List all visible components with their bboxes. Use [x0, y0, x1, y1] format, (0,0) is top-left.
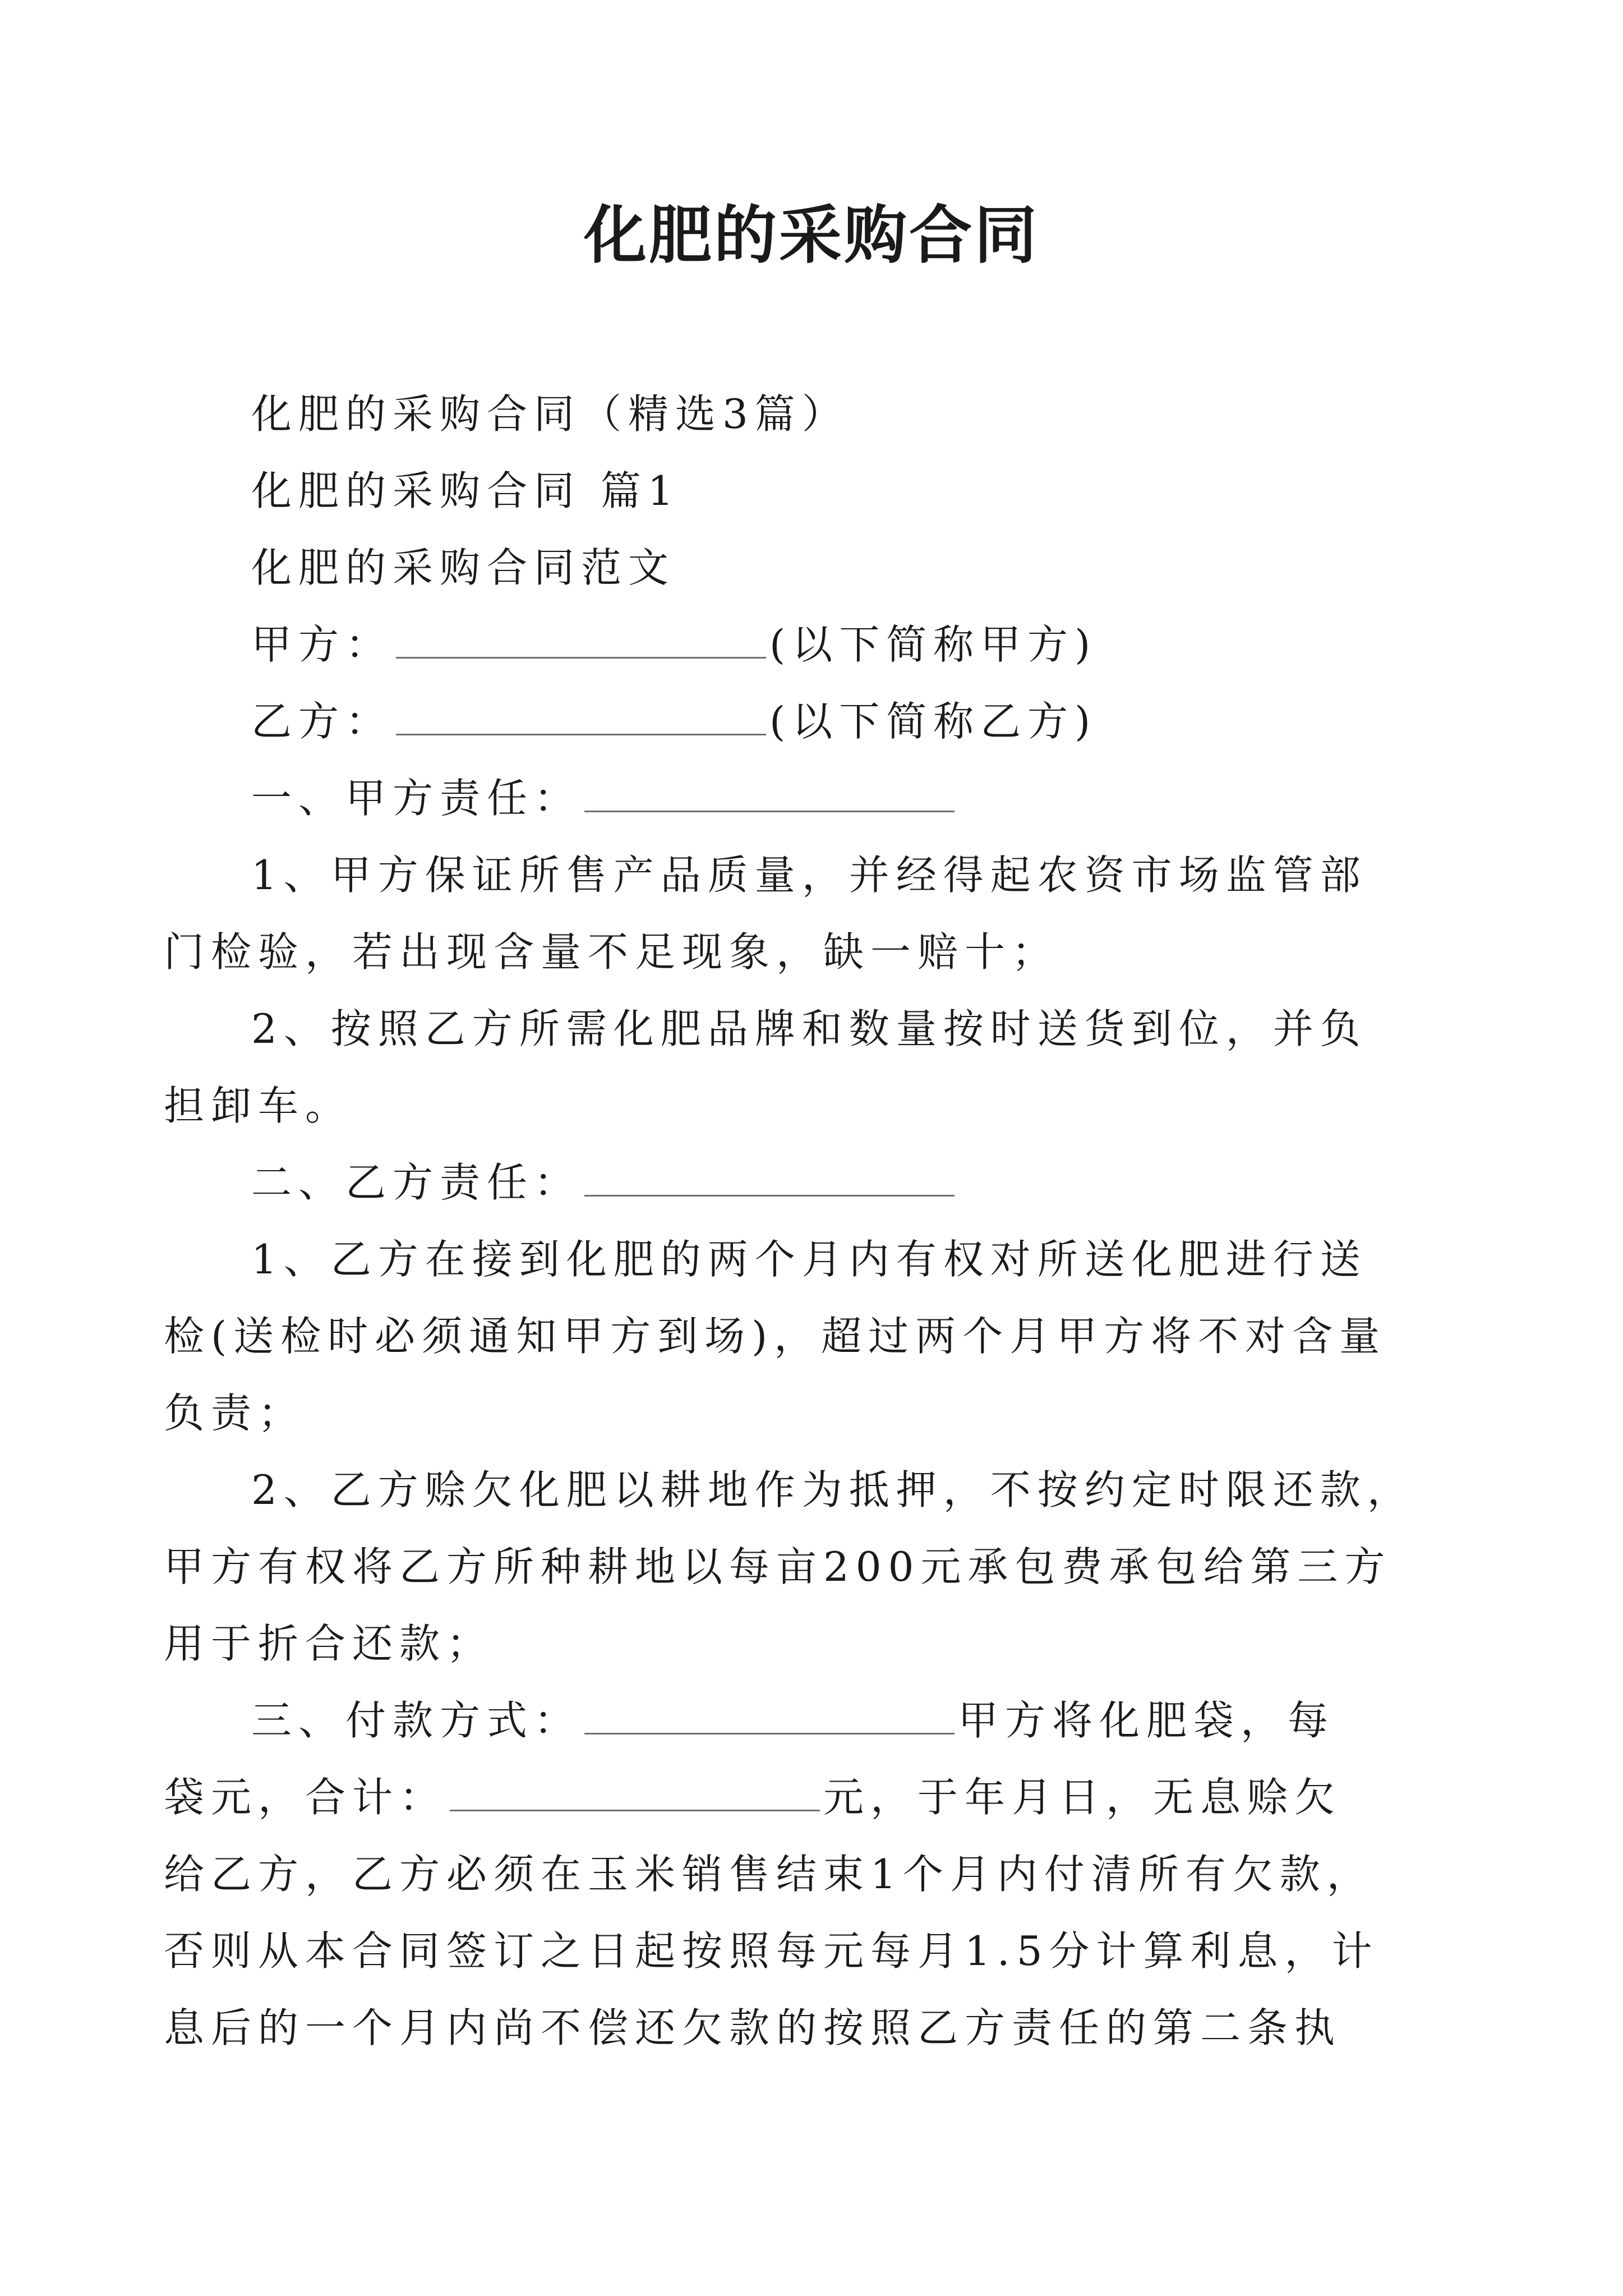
paragraph-line: 门检验，若出现含量不足现象，缺一赔十；: [164, 928, 1059, 976]
section1-blank: [584, 777, 955, 812]
section3-heading-after: 甲方将化肥袋，每: [958, 1697, 1335, 1744]
section1-heading: 一、甲方责任：: [251, 775, 582, 822]
document-title: 化肥的采购合同: [584, 199, 1039, 272]
section-heading: [251, 1144, 1395, 1221]
party-b-line: [251, 683, 1395, 760]
text-line: 化肥的采购合同（精选3篇）: [251, 390, 849, 438]
section2-heading: 二、乙方责任：: [251, 1159, 582, 1206]
paragraph-line: 2、按照乙方所需化肥品牌和数量按时送货到位，并负: [251, 1005, 1367, 1052]
paragraph-line: 否则从本合同签订之日起按照每元每月1.5分计算利息，计: [164, 1927, 1379, 1975]
party-b-blank: [396, 700, 766, 735]
text-line: 化肥的采购合同 篇1: [251, 467, 680, 514]
party-b-suffix: (以下简称乙方): [769, 698, 1098, 745]
paragraph-line: 2、乙方赊欠化肥以耕地作为抵押，不按约定时限还款，: [251, 1466, 1414, 1513]
party-b-label: 乙方：: [251, 698, 393, 745]
paragraph-line: 甲方有权将乙方所种耕地以每亩200元承包费承包给第三方: [164, 1543, 1392, 1590]
paragraph-line: 息后的一个月内尚不偿还欠款的按照乙方责任的第二条执: [164, 2004, 1342, 2051]
paragraph-line: 给乙方，乙方必须在玉米销售结束1个月内付清所有欠款，: [164, 1851, 1374, 1898]
party-a-line: [251, 606, 1395, 683]
party-a-label: 甲方：: [251, 621, 393, 668]
section3-line2-before: 袋元，合计：: [164, 1774, 447, 1821]
paragraph-line: 担卸车。: [164, 1082, 353, 1129]
section-heading: [251, 1682, 1395, 1759]
paragraph-line: 检(送检时必须通知甲方到场)，超过两个月甲方将不对含量: [164, 1313, 1387, 1360]
section2-blank: [584, 1161, 955, 1197]
party-a-suffix: (以下简称甲方): [769, 621, 1098, 668]
paragraph-line: 负责；: [164, 1389, 306, 1437]
paragraph-line: 用于折合还款；: [164, 1620, 494, 1667]
section3-heading: 三、付款方式：: [251, 1697, 582, 1744]
section3-blank: [584, 1699, 955, 1734]
document-body: [164, 376, 1414, 2067]
section3-total-blank: [450, 1776, 820, 1811]
paragraph-line: 1、乙方在接到化肥的两个月内有权对所送化肥进行送: [251, 1236, 1367, 1283]
text-line: 化肥的采购合同范文: [251, 544, 676, 591]
paragraph-line: [164, 1759, 1395, 1836]
paragraph-line: 1、甲方保证所售产品质量，并经得起农资市场监管部: [251, 852, 1367, 899]
section-heading: [251, 760, 1395, 837]
party-a-blank: [396, 623, 766, 659]
section3-line2-after: 元，于年月日，无息赊欠: [823, 1774, 1342, 1821]
